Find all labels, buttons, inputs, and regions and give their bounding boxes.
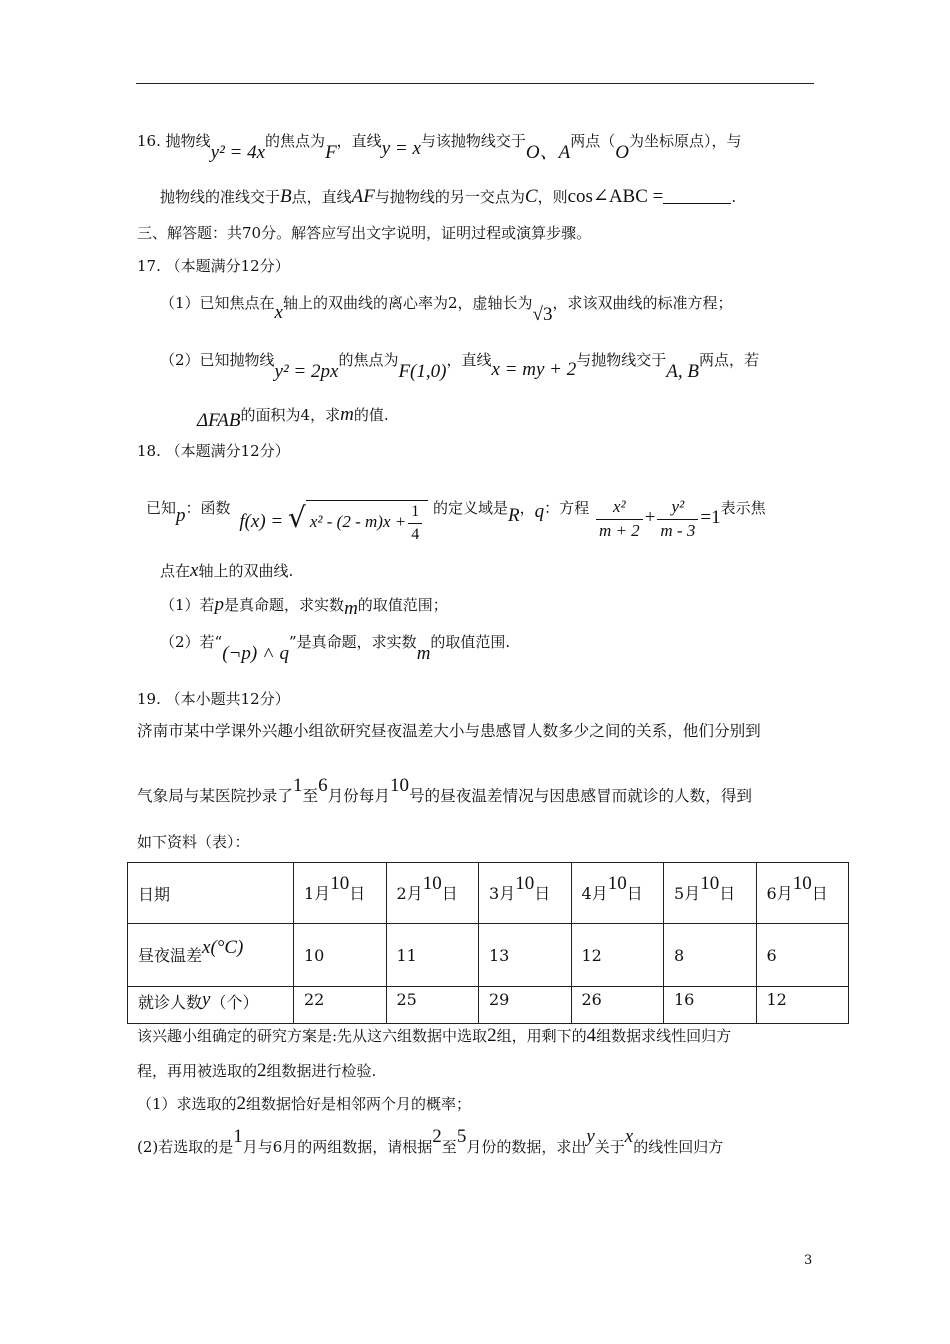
q18-text: 的取值范围. (430, 633, 511, 651)
date-day: 10 (515, 873, 535, 894)
date-day-suffix: 日 (349, 884, 366, 903)
q19-num: 4 (586, 1025, 597, 1046)
q19-text: 该兴趣小组确定的研究方案是:先从这六组数据中选取 (137, 1027, 488, 1045)
q18-m: m (416, 643, 431, 664)
table-cell-temp: 12 (571, 924, 664, 987)
q19-num: 2 (487, 1025, 497, 1046)
q17-parabola-eq: y² = 2px (274, 361, 339, 382)
date-month-suffix: 月 (684, 884, 701, 903)
q19-line2 (137, 775, 753, 805)
q19-text: 月份的数据，求出 (466, 1138, 587, 1156)
data-table (127, 862, 849, 1024)
q18-equals-one: =1 (700, 507, 721, 529)
q17-text: 的值. (353, 406, 389, 424)
q19-month-end: 6 (318, 775, 328, 796)
header-rule (136, 83, 814, 84)
q19-text: (2)若选取的是 (137, 1138, 234, 1156)
q18-fraction-y-den: m - 3 (660, 520, 696, 540)
q18-sub1 (160, 594, 448, 619)
q19-sub2 (137, 1126, 724, 1156)
q18-radicand (306, 500, 428, 543)
q16-text: 抛物线的准线交于 (160, 188, 281, 206)
q17-focus: F(1,0) (398, 361, 447, 382)
q17-m: m (340, 404, 354, 425)
q18-q: q (534, 501, 545, 523)
q17-text: 的面积为4，求 (240, 406, 341, 424)
date-month: 2 (396, 884, 407, 903)
date-month: 5 (674, 884, 685, 903)
q19-text: 至 (441, 1138, 457, 1156)
table-cell-temp: 11 (386, 924, 479, 987)
q18-line1 (146, 486, 766, 543)
table-row-date (128, 863, 849, 924)
table-cell-patients: 16 (664, 987, 757, 1024)
table-row-patients (128, 987, 849, 1024)
q17-sqrt3: √3 (532, 304, 553, 325)
q18-text: ， (519, 499, 535, 518)
q19-text: 组数据求线性回归方 (596, 1027, 732, 1045)
q18-R: R (508, 505, 520, 527)
q19-text: 月份每月 (327, 787, 390, 805)
q18-quarter (408, 503, 422, 543)
table-cell-patients: 26 (571, 987, 664, 1024)
q16-origin: O (615, 142, 629, 163)
q16-focus: F (325, 142, 337, 163)
q17-part1 (160, 293, 733, 325)
date-day: 10 (607, 873, 627, 894)
q19-text: 关于 (594, 1138, 625, 1156)
date-day-suffix: 日 (441, 884, 458, 903)
temp-label: 昼夜温差 (138, 946, 203, 965)
q18-fraction-x-den: m + 2 (598, 520, 640, 540)
q19-text: 气象局与某医院抄录了 (137, 787, 293, 805)
q19-text: 月与6月的两组数据，请根据 (242, 1138, 433, 1156)
table-cell-patients: 22 (294, 987, 387, 1024)
q17-text: （1）已知焦点在 (160, 294, 275, 312)
q19-text: 程，再用被选取的 (137, 1062, 258, 1080)
q16-line2 (160, 187, 736, 206)
q18-text: 的定义域是 (433, 499, 509, 518)
q18-radical-sign: √ (288, 501, 306, 535)
date-day-suffix: 日 (626, 884, 643, 903)
q16-text: 与该抛物线交于 (420, 132, 526, 150)
table-cell-label: 日期 (128, 863, 294, 924)
q18-quarter-num: 1 (408, 503, 422, 524)
q18-x: x (190, 560, 199, 581)
q19-text: 至 (302, 787, 319, 805)
q16-text: 的焦点为 (265, 132, 326, 150)
table-cell-date (664, 863, 757, 924)
date-day-suffix: 日 (811, 884, 828, 903)
q19-after-table-1 (137, 1026, 731, 1045)
date-month: 1 (304, 884, 315, 903)
q16-text: 为坐标原点），与 (628, 132, 742, 150)
q17-text: 与抛物线交于 (576, 351, 667, 369)
q19-title: 19. （本小题共12分） (137, 690, 290, 708)
q19-sub1 (137, 1094, 471, 1113)
q16-number: 16. (137, 132, 161, 150)
q16-text: . (731, 188, 737, 206)
q19-after-table-2 (137, 1061, 376, 1080)
table-cell-patients: 29 (479, 987, 572, 1024)
q18-plus: + (644, 507, 656, 529)
page-number: 3 (804, 1253, 813, 1268)
q17-x-axis: x (274, 302, 283, 323)
q17-points-ab: A, B (666, 361, 699, 382)
date-day-suffix: 日 (719, 884, 736, 903)
q17-part2 (160, 350, 759, 382)
q18-text: 点在 (160, 562, 191, 580)
table-cell-patients: 25 (386, 987, 479, 1024)
table-cell-date (386, 863, 479, 924)
date-month-suffix: 月 (406, 884, 423, 903)
q18-text: ：方程 (544, 499, 590, 518)
q16-text: 抛物线 (165, 132, 211, 150)
q18-line2 (160, 561, 293, 580)
q16-cos-expr: cos∠ABC = (567, 186, 664, 207)
q18-text: 表示焦 (720, 499, 766, 518)
table-cell-temp: 6 (756, 924, 849, 987)
date-day: 10 (422, 873, 442, 894)
q18-text: （1）若 (160, 596, 215, 614)
q19-text: 组，用剩下的 (496, 1027, 587, 1045)
q18-fraction-y (657, 498, 698, 540)
date-month-suffix: 月 (776, 884, 793, 903)
q18-p: p (176, 505, 186, 527)
q16-text: ，直线 (336, 132, 382, 150)
q16-point-c: C (524, 186, 538, 207)
q19-num: 2 (257, 1060, 267, 1081)
q19-text: 的线性回归方 (633, 1138, 724, 1156)
q19-text: （1）求选取的 (137, 1095, 237, 1113)
q19-text: 组数据进行检验. (266, 1062, 377, 1080)
q18-p: p (214, 594, 225, 615)
q19-text: 组数据恰好是相邻两个月的概率； (246, 1095, 472, 1113)
date-month-suffix: 月 (591, 884, 608, 903)
date-month: 3 (489, 884, 500, 903)
date-month: 4 (581, 884, 592, 903)
table-row-temp (128, 924, 849, 987)
table-cell-label (128, 987, 294, 1024)
q18-logic-expr: (¬p) ˄ q (222, 643, 290, 664)
date-month: 6 (766, 884, 777, 903)
date-day: 10 (792, 873, 812, 894)
q18-function: f(x) = (239, 511, 284, 533)
q16-text: 点，直线 (291, 188, 352, 206)
q18-sub2 (160, 632, 511, 664)
q18-text: ：函数 (185, 499, 231, 518)
q16-parabola-eq: y² = 4x (210, 142, 266, 163)
q17-text: 轴上的双曲线的离心率为2，虚轴长为 (282, 294, 533, 312)
table-cell-temp: 13 (479, 924, 572, 987)
q17-line-eq: x = my + 2 (491, 359, 577, 380)
q16-text: 与抛物线的另一交点为 (374, 188, 525, 206)
q18-text: （2）若“ (160, 633, 223, 651)
q19-y: y (586, 1126, 595, 1147)
q17-text: （2）已知抛物线 (160, 351, 275, 369)
patients-label: 就诊人数 (138, 993, 203, 1012)
q18-title: 18. （本题满分12分） (137, 442, 290, 460)
q16-point-b: B (280, 186, 292, 207)
q16-line-af: AF (351, 186, 375, 207)
date-month-suffix: 月 (499, 884, 516, 903)
q17-text: ，求该双曲线的标准方程； (552, 294, 733, 312)
table-cell-date (479, 863, 572, 924)
q19-line1: 济南市某中学课外兴趣小组欲研究昼夜温差大小与患感冒人数多少之间的关系，他们分别到 (137, 722, 761, 740)
q19-day: 10 (389, 775, 409, 796)
q16-answer-blank (663, 189, 731, 204)
q19-month-start: 1 (292, 775, 303, 796)
date-day-suffix: 日 (534, 884, 551, 903)
q19-num: 2 (432, 1126, 442, 1147)
q17-text: 的焦点为 (338, 351, 399, 369)
q18-radicand-text: x² - (2 - m)x + (309, 512, 407, 532)
q19-x: x (624, 1126, 634, 1147)
q18-text: 的取值范围； (357, 596, 448, 614)
q18-text: 是真命题，求实数 (224, 596, 345, 614)
table-cell-label (128, 924, 294, 987)
q16-line1 (137, 131, 742, 163)
q16-points: O、A (525, 142, 571, 163)
date-month-suffix: 月 (314, 884, 331, 903)
table-cell-patients: 12 (756, 987, 849, 1024)
q19-text: 号的昼夜温差情况与因患感冒而就诊的人数，得到 (408, 787, 753, 805)
q19-num: 1 (233, 1126, 243, 1147)
q17-text: ，直线 (446, 351, 492, 369)
table-cell-date (294, 863, 387, 924)
q19-num: 2 (236, 1093, 247, 1114)
q17-title: 17. （本题满分12分） (137, 257, 290, 275)
q18-text: 已知 (146, 499, 177, 518)
q18-fraction-y-num: y² (657, 498, 698, 520)
q18-m: m (344, 598, 358, 619)
table-cell-date (756, 863, 849, 924)
table-cell-temp: 8 (664, 924, 757, 987)
q16-text: 两点（ (570, 132, 616, 150)
date-day: 10 (330, 873, 350, 894)
patients-symbol: y (202, 989, 211, 1010)
date-day: 10 (700, 873, 720, 894)
table-cell-temp: 10 (294, 924, 387, 987)
q16-text: ，则 (537, 188, 568, 206)
q17-text: 两点，若 (698, 351, 759, 369)
q18-fraction-x-num: x² (596, 498, 643, 520)
patients-unit: （个） (210, 993, 259, 1012)
q16-line-eq: y = x (381, 138, 421, 159)
q18-quarter-den: 4 (411, 525, 420, 543)
q17-part2-cont (197, 404, 389, 431)
table-cell-date (571, 863, 664, 924)
q18-text: ”是真命题，求实数 (289, 633, 417, 651)
q19-num: 5 (456, 1126, 467, 1147)
q19-line3: 如下资料（表）： (137, 833, 250, 851)
q18-fraction-x (596, 498, 643, 540)
q18-text: 轴上的双曲线. (198, 562, 294, 580)
temp-symbol: x(°C) (202, 937, 244, 958)
section-3-heading: 三、解答题：共70分。解答应写出文字说明，证明过程或演算步骤。 (137, 224, 592, 242)
q17-triangle: ΔFAB (197, 410, 241, 431)
